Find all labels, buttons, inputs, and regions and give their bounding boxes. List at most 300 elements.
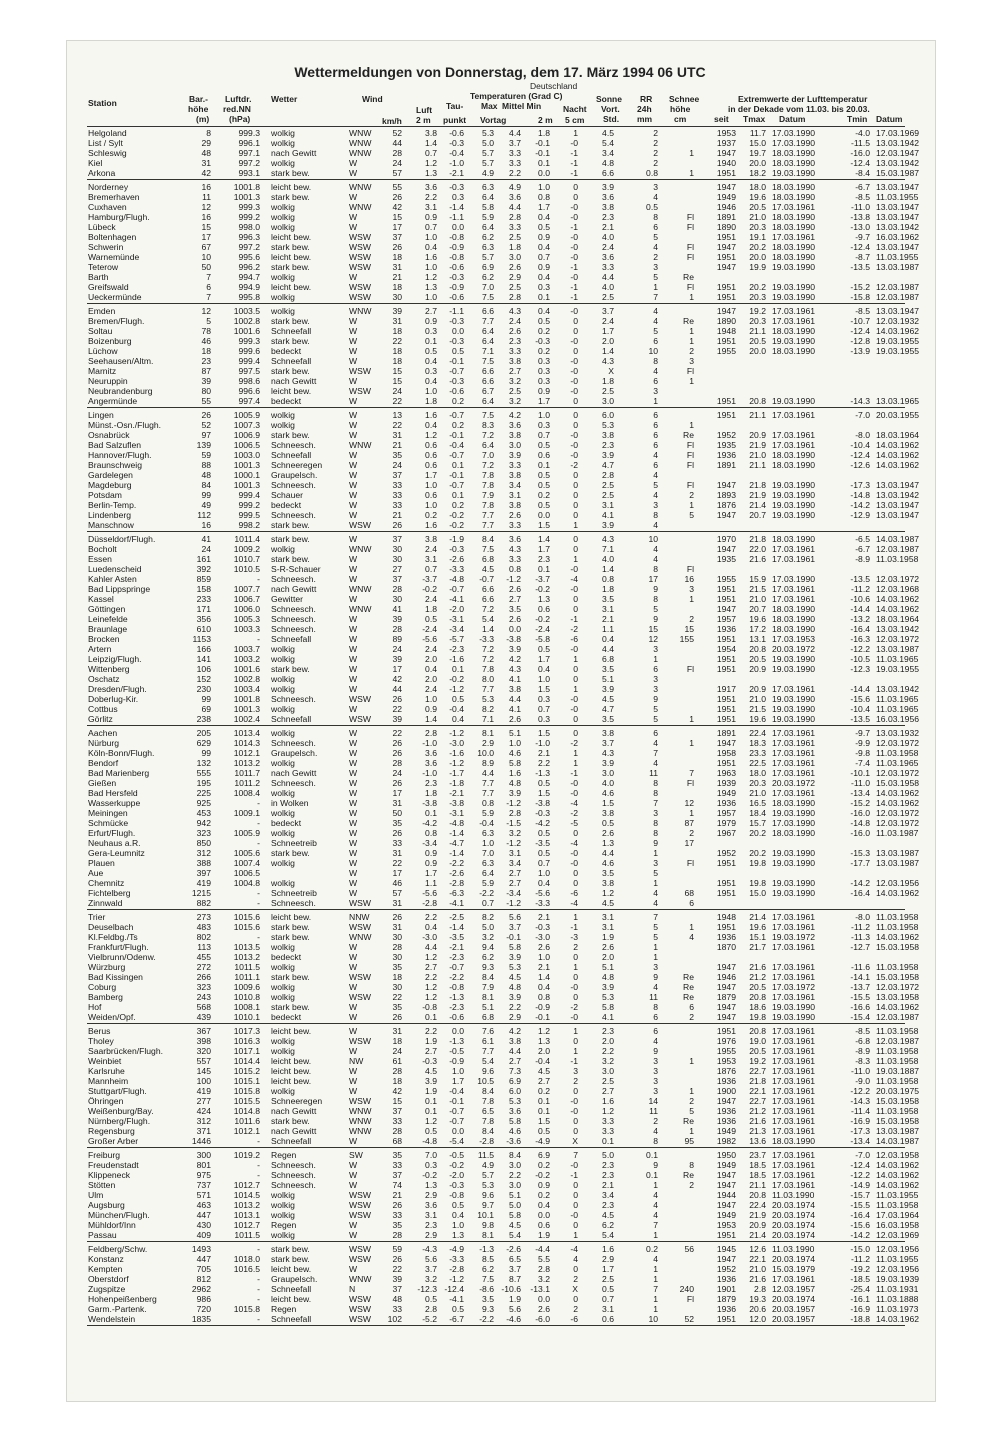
ext-tmax-date: 17.03.1961 [772,738,816,748]
ext-tmin-date: 12.03.1968 [876,584,920,594]
wind-speed: 30 [392,544,402,554]
table-row [0,818,1000,828]
temp-min: 0.7 [538,252,550,262]
wind-speed: 26 [392,1254,402,1264]
ext-tmin: -16.0 [850,828,870,838]
ext-tmax: 19.1 [749,232,766,242]
dew-point: -0.8 [449,1190,464,1200]
ext-since: 1946 [716,972,736,982]
station-name: Berus [88,1026,111,1036]
air-temp: 3.8 [425,128,437,138]
weather: stark bew. [271,932,310,942]
temp-night: -1 [570,292,578,302]
header-schnee-a: Schnee [669,94,700,104]
wind-direction: W [349,738,358,748]
air-temp: 0.4 [425,420,437,430]
wind-speed: 44 [392,684,402,694]
header-luftdr-1: Luftdr. [225,94,252,104]
barometer-height: 158 [196,584,211,594]
ext-tmin: -15.2 [850,798,870,808]
table-row [0,420,1000,430]
ext-tmax: 22.7 [749,1096,766,1106]
temp-mean: 3.2 [509,396,521,406]
ext-tmin: -11.2 [851,1254,870,1264]
ext-since: 1891 [716,460,736,470]
ext-tmin: -17.3 [850,1126,870,1136]
pressure: 1005.3 [233,614,260,624]
wind-speed: 22 [392,704,402,714]
wind-direction: N [349,1284,356,1294]
temp-mean: 3.6 [509,192,521,202]
barometer-height: 139 [196,440,211,450]
ext-tmin: -12.2 [850,644,870,654]
header-deutschland: Deutschland [530,81,578,91]
table-row [0,1200,1000,1210]
barometer-height: 41 [201,534,211,544]
ext-tmax: 21.1 [749,326,766,336]
pressure: 1016.5 [233,1264,260,1274]
precipitation: 3 [653,808,658,818]
ext-tmin: -9.7 [855,728,870,738]
snow-depth: 95 [684,1136,694,1146]
temp-night: -0 [570,386,578,396]
temp-min: 2.1 [538,962,550,972]
air-temp: 1.6 [425,410,437,420]
temp-min: 0.3 [538,376,550,386]
table-row [0,1046,1000,1056]
station-name: Chemnitz [88,878,125,888]
wind-speed: 28 [392,584,402,594]
precipitation: 4 [653,520,658,530]
weather: wolkig [271,306,295,316]
temp-night: -0 [570,1160,578,1170]
ext-since: 1936 [716,932,736,942]
dew-point: -0.4 [449,440,464,450]
temp-min: -3.5 [535,838,550,848]
ext-tmin-date: 20.03.1955 [876,410,920,420]
sunshine: 4.6 [602,858,614,868]
pressure: 1007.4 [233,858,260,868]
header-max-b: Mittel Min [502,101,542,111]
temp-max: 7.2 [482,460,494,470]
temp-min: 0.6 [538,604,550,614]
temp-night: 0 [573,420,578,430]
barometer-height: 161 [196,554,211,564]
ext-tmin-date: 14.03.1962 [876,1170,920,1180]
precipitation: 3 [653,1066,658,1076]
temp-max: 2.9 [482,738,494,748]
barometer-height: 171 [196,604,211,614]
air-temp: 0.3 [425,366,437,376]
temp-max: 7.7 [482,510,494,520]
temp-mean: 3.4 [509,858,521,868]
ext-tmin: -14.2 [850,878,870,888]
wind-direction: WNW [349,182,372,192]
wind-direction: W [349,664,358,674]
dew-point: -2.0 [449,1170,464,1180]
temp-night: 2 [573,1274,578,1284]
sunshine: 2.3 [602,440,614,450]
sunshine: 3.9 [602,684,614,694]
precipitation: 8 [653,212,658,222]
barometer-height: 24 [201,544,211,554]
table-row [0,316,1000,326]
temp-night: 2 [573,1304,578,1314]
temp-min: 0.5 [538,470,550,480]
pressure: 997.5 [238,366,260,376]
air-temp: 7.0 [425,1150,437,1160]
wind-speed: 26 [392,520,402,530]
table-row [0,614,1000,624]
barometer-height: 453 [196,808,211,818]
dew-point: -6.3 [449,888,464,898]
ext-tmax: 21.8 [749,1076,766,1086]
temp-max: 7.1 [482,714,494,724]
ext-tmin: -15.6 [850,694,870,704]
weather: nach Gewitt [271,1106,317,1116]
ext-tmin-date: 17.03.1964 [876,1210,920,1220]
ext-tmin: -14.8 [850,818,870,828]
wind-direction: W [349,748,358,758]
table-row [0,148,1000,158]
ext-tmax: 17.2 [749,624,766,634]
ext-tmin: -11.2 [851,584,870,594]
ext-tmin: -12.4 [850,450,870,460]
wind-direction: WSW [349,1210,371,1220]
sunshine: 3.1 [602,1304,614,1314]
station-name: Konstanz [88,1254,124,1264]
ext-tmax: 20.8 [749,1026,766,1036]
barometer-height: 388 [196,858,211,868]
weather: Schneesch. [271,614,316,624]
temp-mean: 5.3 [509,962,521,972]
wind-direction: WSW [349,292,371,302]
dew-point: 0.2 [452,396,464,406]
wind-speed: 28 [392,1230,402,1240]
precipitation: 4 [653,1190,658,1200]
ext-since: 1951 [716,714,736,724]
temp-mean: 0.0 [509,624,521,634]
air-temp: 1.2 [425,982,437,992]
ext-tmin: -15.7 [850,1190,870,1200]
temp-night: -6 [570,1314,578,1324]
temp-min: 0.0 [538,510,550,520]
wind-direction: WNW [349,306,372,316]
temp-min: -4.4 [535,1244,550,1254]
wind-speed: 24 [392,1046,402,1056]
temp-mean: 2.8 [509,808,521,818]
snow-depth: 6 [689,1002,694,1012]
station-name: Artern [88,644,112,654]
weather: wolkig [271,992,295,1002]
sunshine: 2.7 [602,1086,614,1096]
precipitation: 4 [653,1254,658,1264]
ext-tmax: 18.5 [749,1170,766,1180]
weather: nach Gewitt [271,768,317,778]
precipitation: 11 [649,992,658,1002]
ext-tmin: -14.9 [850,1180,870,1190]
ext-tmin-date: 13.03.1942 [876,222,920,232]
wind-speed: 28 [392,758,402,768]
weather: Schneesch. [271,624,316,634]
weather: stark bew. [271,520,310,530]
precipitation: 8 [653,818,658,828]
weather: nach Gewitt [271,584,317,594]
temp-night: -0 [570,450,578,460]
temp-max: 6.6 [482,306,494,316]
barometer-height: 925 [196,798,211,808]
weather: Regen [271,1150,297,1160]
temp-mean: 3.8 [509,356,521,366]
pressure: 1019.2 [233,1150,260,1160]
ext-since: 1951 [716,878,736,888]
snow-depth: Re [683,972,694,982]
dew-point: -0.1 [449,1096,464,1106]
weather: wolkig [271,1200,295,1210]
sunshine: 1.1 [602,624,614,634]
dew-point: -2.6 [449,868,464,878]
table-row [0,1274,1000,1284]
table-row [0,1304,1000,1314]
temp-max: 1.4 [482,624,494,634]
ext-tmax-date: 19.03.1990 [772,694,816,704]
wind-speed: 39 [392,614,402,624]
ext-tmax: 20.5 [749,336,766,346]
temp-min: 1.5 [538,788,550,798]
ext-tmax: 21.8 [749,534,766,544]
pressure: 997.2 [238,242,260,252]
ext-tmin-date: 19.03.1887 [876,1066,920,1076]
ext-tmax-date: 17.03.1961 [772,1086,816,1096]
dew-point: 1.3 [452,1230,464,1240]
dew-point: -0.8 [449,252,464,262]
dew-point: -0.7 [449,1116,464,1126]
table-row [0,450,1000,460]
wind-speed: 22 [392,396,402,406]
barometer-height: 273 [196,912,211,922]
temp-mean: 4.4 [509,128,521,138]
wind-speed: 30 [392,292,402,302]
temp-mean: 2.9 [509,272,521,282]
group-divider [87,1147,905,1148]
sunshine: 2.9 [602,1254,614,1264]
air-temp: 3.6 [425,758,437,768]
wind-direction: W [349,1086,358,1096]
ext-tmin: -9.8 [855,748,870,758]
table-row [0,1076,1000,1086]
ext-tmax-date: 18.03.1990 [772,614,816,624]
station-name: Lindenberg [88,510,132,520]
temp-night: -0 [570,252,578,262]
wind-direction: WSW [349,1314,371,1324]
barometer-height: 568 [196,1002,211,1012]
wind-direction: W [349,942,358,952]
temp-night: -4 [570,798,578,808]
weather: wolkig [271,420,295,430]
weather: stark bew. [271,1116,310,1126]
air-temp: 3.1 [425,554,437,564]
temp-min: -0.2 [535,614,550,624]
ext-tmin: -14.2 [850,1230,870,1240]
wind-speed: 26 [392,748,402,758]
ext-since: 1935 [716,440,736,450]
weather: stark bew. [271,1254,310,1264]
temp-max: 7.5 [482,410,494,420]
table-row [0,430,1000,440]
pressure: - [257,1284,260,1294]
ext-tmin-date: 19.03.1955 [876,664,920,674]
sunshine: 0.1 [602,1136,614,1146]
wind-speed: 27 [392,564,402,574]
ext-tmax: 22.1 [749,1254,766,1264]
wind-direction: WNW [349,1106,372,1116]
precipitation: 7 [653,798,658,808]
ext-tmin-date: 19.03.1939 [876,1274,920,1284]
ext-tmax-date: 17.03.1990 [772,128,816,138]
temp-min: 0.6 [538,1220,550,1230]
pressure: 998.0 [238,222,260,232]
ext-tmax: 19.2 [749,1056,766,1066]
ext-tmax: 16.5 [749,798,766,808]
wind-direction: WSW [349,386,371,396]
temp-mean: 3.8 [509,684,521,694]
temp-min: 0.4 [538,242,550,252]
sunshine: 0.4 [602,634,614,644]
temp-max: 6.4 [482,868,494,878]
group-divider [87,303,905,304]
ext-since: 1952 [716,430,736,440]
wind-direction: WSW [349,1200,371,1210]
ext-tmax: 21.9 [749,490,766,500]
pressure: 1011.5 [234,962,260,972]
barometer-height: 69 [201,704,211,714]
pressure: 1012.7 [233,1220,260,1230]
group-divider [87,725,905,726]
air-temp: 0.6 [425,440,437,450]
table-row [0,202,1000,212]
temp-mean: 1.0 [509,738,521,748]
sunshine: 3.1 [602,922,614,932]
ext-tmax: 13.6 [749,1136,766,1146]
weather: leicht bew. [271,1066,312,1076]
ext-tmin-date: 13.03.1932 [876,728,920,738]
ext-since: 1900 [716,1086,736,1096]
temp-mean: 4.4 [509,202,521,212]
precipitation: 10 [648,534,658,544]
temp-mean: 2.5 [509,282,521,292]
temp-min: 2.1 [538,748,550,758]
pressure: 1014.5 [233,1190,260,1200]
temp-min: 0.5 [538,848,550,858]
air-temp: 4.5 [425,1066,437,1076]
wind-speed: 24 [392,158,402,168]
ext-tmax-date: 17.03.1961 [772,962,816,972]
table-row [0,748,1000,758]
temp-max: 7.9 [482,982,494,992]
snow-depth: 2 [689,1096,694,1106]
dew-point: -3.0 [449,738,464,748]
wind-speed: 18 [392,326,402,336]
temp-min: -5.6 [535,888,550,898]
ext-tmin-date: 14.03.1962 [876,450,920,460]
wind-direction: W [349,1012,358,1022]
station-name: Lingen [88,410,114,420]
temp-mean: -3.8 [506,634,521,644]
station-name: Schleswig [88,148,127,158]
ext-tmin-date: 12.03.1972 [876,768,920,778]
temp-min: 0.3 [538,714,550,724]
sunshine: 2.5 [602,490,614,500]
header-wetter: Wetter [271,94,298,104]
temp-max: 8.5 [482,1254,494,1264]
dew-point: -0.7 [449,450,464,460]
temp-mean: 2.2 [509,1002,521,1012]
temp-max: 5.7 [482,158,494,168]
table-row [0,470,1000,480]
temp-mean: 3.4 [509,480,521,490]
temp-min: 1.7 [538,544,550,554]
barometer-height: 67 [201,242,211,252]
ext-tmax: 15.0 [749,138,766,148]
ext-tmin-date: 13.03.1947 [876,212,920,222]
precipitation: 5 [653,604,658,614]
snow-depth: 1 [689,808,694,818]
temp-night: -1 [570,158,578,168]
temp-mean: 3.0 [509,252,521,262]
station-name: Frankfurt/Flugh. [88,942,149,952]
ext-tmax: 20.8 [749,396,766,406]
table-row [0,1086,1000,1096]
temp-night: 1 [573,912,578,922]
dew-point: -0.9 [449,282,464,292]
air-temp: 3.6 [425,748,437,758]
temp-max: 7.2 [482,654,494,664]
temp-night: -2 [570,1002,578,1012]
table-row [0,878,1000,888]
sunshine: 3.3 [602,1126,614,1136]
station-name: Görlitz [88,714,113,724]
temp-night: 1 [573,520,578,530]
station-name: Cuxhaven [88,202,127,212]
temp-night: 0 [573,396,578,406]
table-row [0,1026,1000,1036]
ext-tmax: 21.6 [749,1116,766,1126]
temp-min: -3.8 [535,798,550,808]
weather: Schneesch. [271,778,316,788]
station-name: Regensburg [88,1126,135,1136]
dew-point: -0.8 [449,982,464,992]
pressure: 1014.3 [233,738,260,748]
temp-max: 11.5 [477,1150,494,1160]
temp-max: 0.7 [482,898,494,908]
table-row [0,962,1000,972]
temp-night: 4 [573,1254,578,1264]
ext-since: 1951 [716,252,736,262]
station-name: Wendelstein [88,1314,136,1324]
air-temp: 2.4 [425,544,437,554]
precipitation: 3 [653,858,658,868]
temp-night: -1 [570,1170,578,1180]
barometer-height: 141 [196,654,211,664]
ext-since: 1947 [716,182,736,192]
ext-tmin: -9.7 [855,232,870,242]
station-name: Hannover/Flugh. [88,450,152,460]
pressure: - [257,1314,260,1324]
dew-point: 0.0 [452,326,464,336]
header-luftdr-3: (hPa) [229,114,251,124]
temp-max: 1.0 [482,838,494,848]
sunshine: 1.7 [602,326,614,336]
